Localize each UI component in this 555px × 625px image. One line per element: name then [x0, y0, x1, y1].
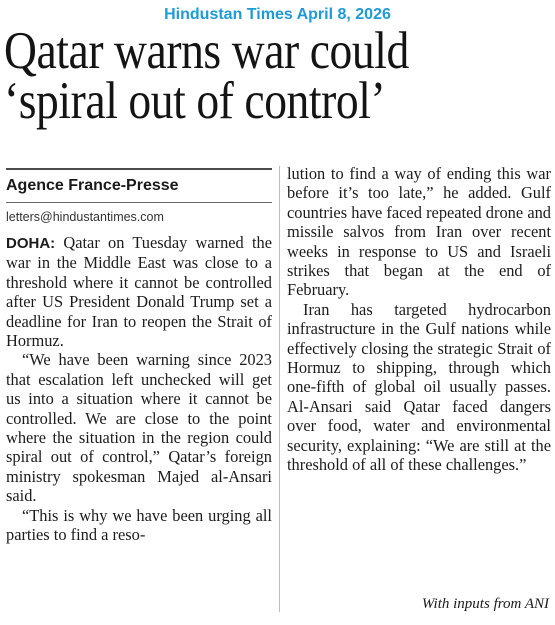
byline-bottom-rule [6, 202, 272, 203]
headline-line-1: Qatar warns war could [4, 22, 409, 80]
contact-email: letters@hindustantimes.com [6, 210, 164, 224]
paragraph-1 [6, 233, 272, 350]
byline-top-rule [6, 168, 272, 170]
publication-date-line: Hindustan Times April 8, 2026 [164, 6, 391, 23]
paragraph-3: “This is why we have been urging all parties to find a reso- [6, 505, 272, 545]
article-column-left [6, 168, 272, 545]
byline: Agence France-Presse [6, 177, 179, 194]
paragraph-2: “We have been warning since 2023 that escalation left unchecked will get us into a situation where it cannot be controlled. We are close to the point where the situation in the region could spiral out of control,” Qatar’s foreign ministry spokesman Majed al-Ansari said. [6, 350, 272, 506]
paragraph-4: Iran has targeted hydrocarbon infrastructure in the Gulf nations while effectively closing the strategic Strait of Hormuz to shipping, through which one-fifth of global oil usually passes. Al-Ansari said Qatar faced dangers over food, water and environmental security, explaining: “We are still at the threshold of all of these challenges.” [287, 299, 551, 475]
article-credit: With inputs from ANI [421, 596, 549, 612]
headline-line-2: ‘spiral out of control’ [4, 72, 386, 130]
headline [4, 22, 475, 130]
paragraph-1-text: Qatar on Tuesday warned the war in the Middle East was close to a threshold where it cannot be controlled after US President Donald Trump set a deadline for Iran to reopen the Strait of Hormuz. [6, 233, 272, 351]
dateline: DOHA: [6, 235, 56, 252]
paragraph-3-continued: lution to find a way of ending this war before it’s too late,” he added. Gulf countries have faced repeated drone and missile salvos from Iran over recent weeks in response to US and Israeli strikes that began at the end of February. [287, 164, 551, 300]
article-column-right [287, 164, 551, 475]
column-divider [279, 166, 280, 612]
